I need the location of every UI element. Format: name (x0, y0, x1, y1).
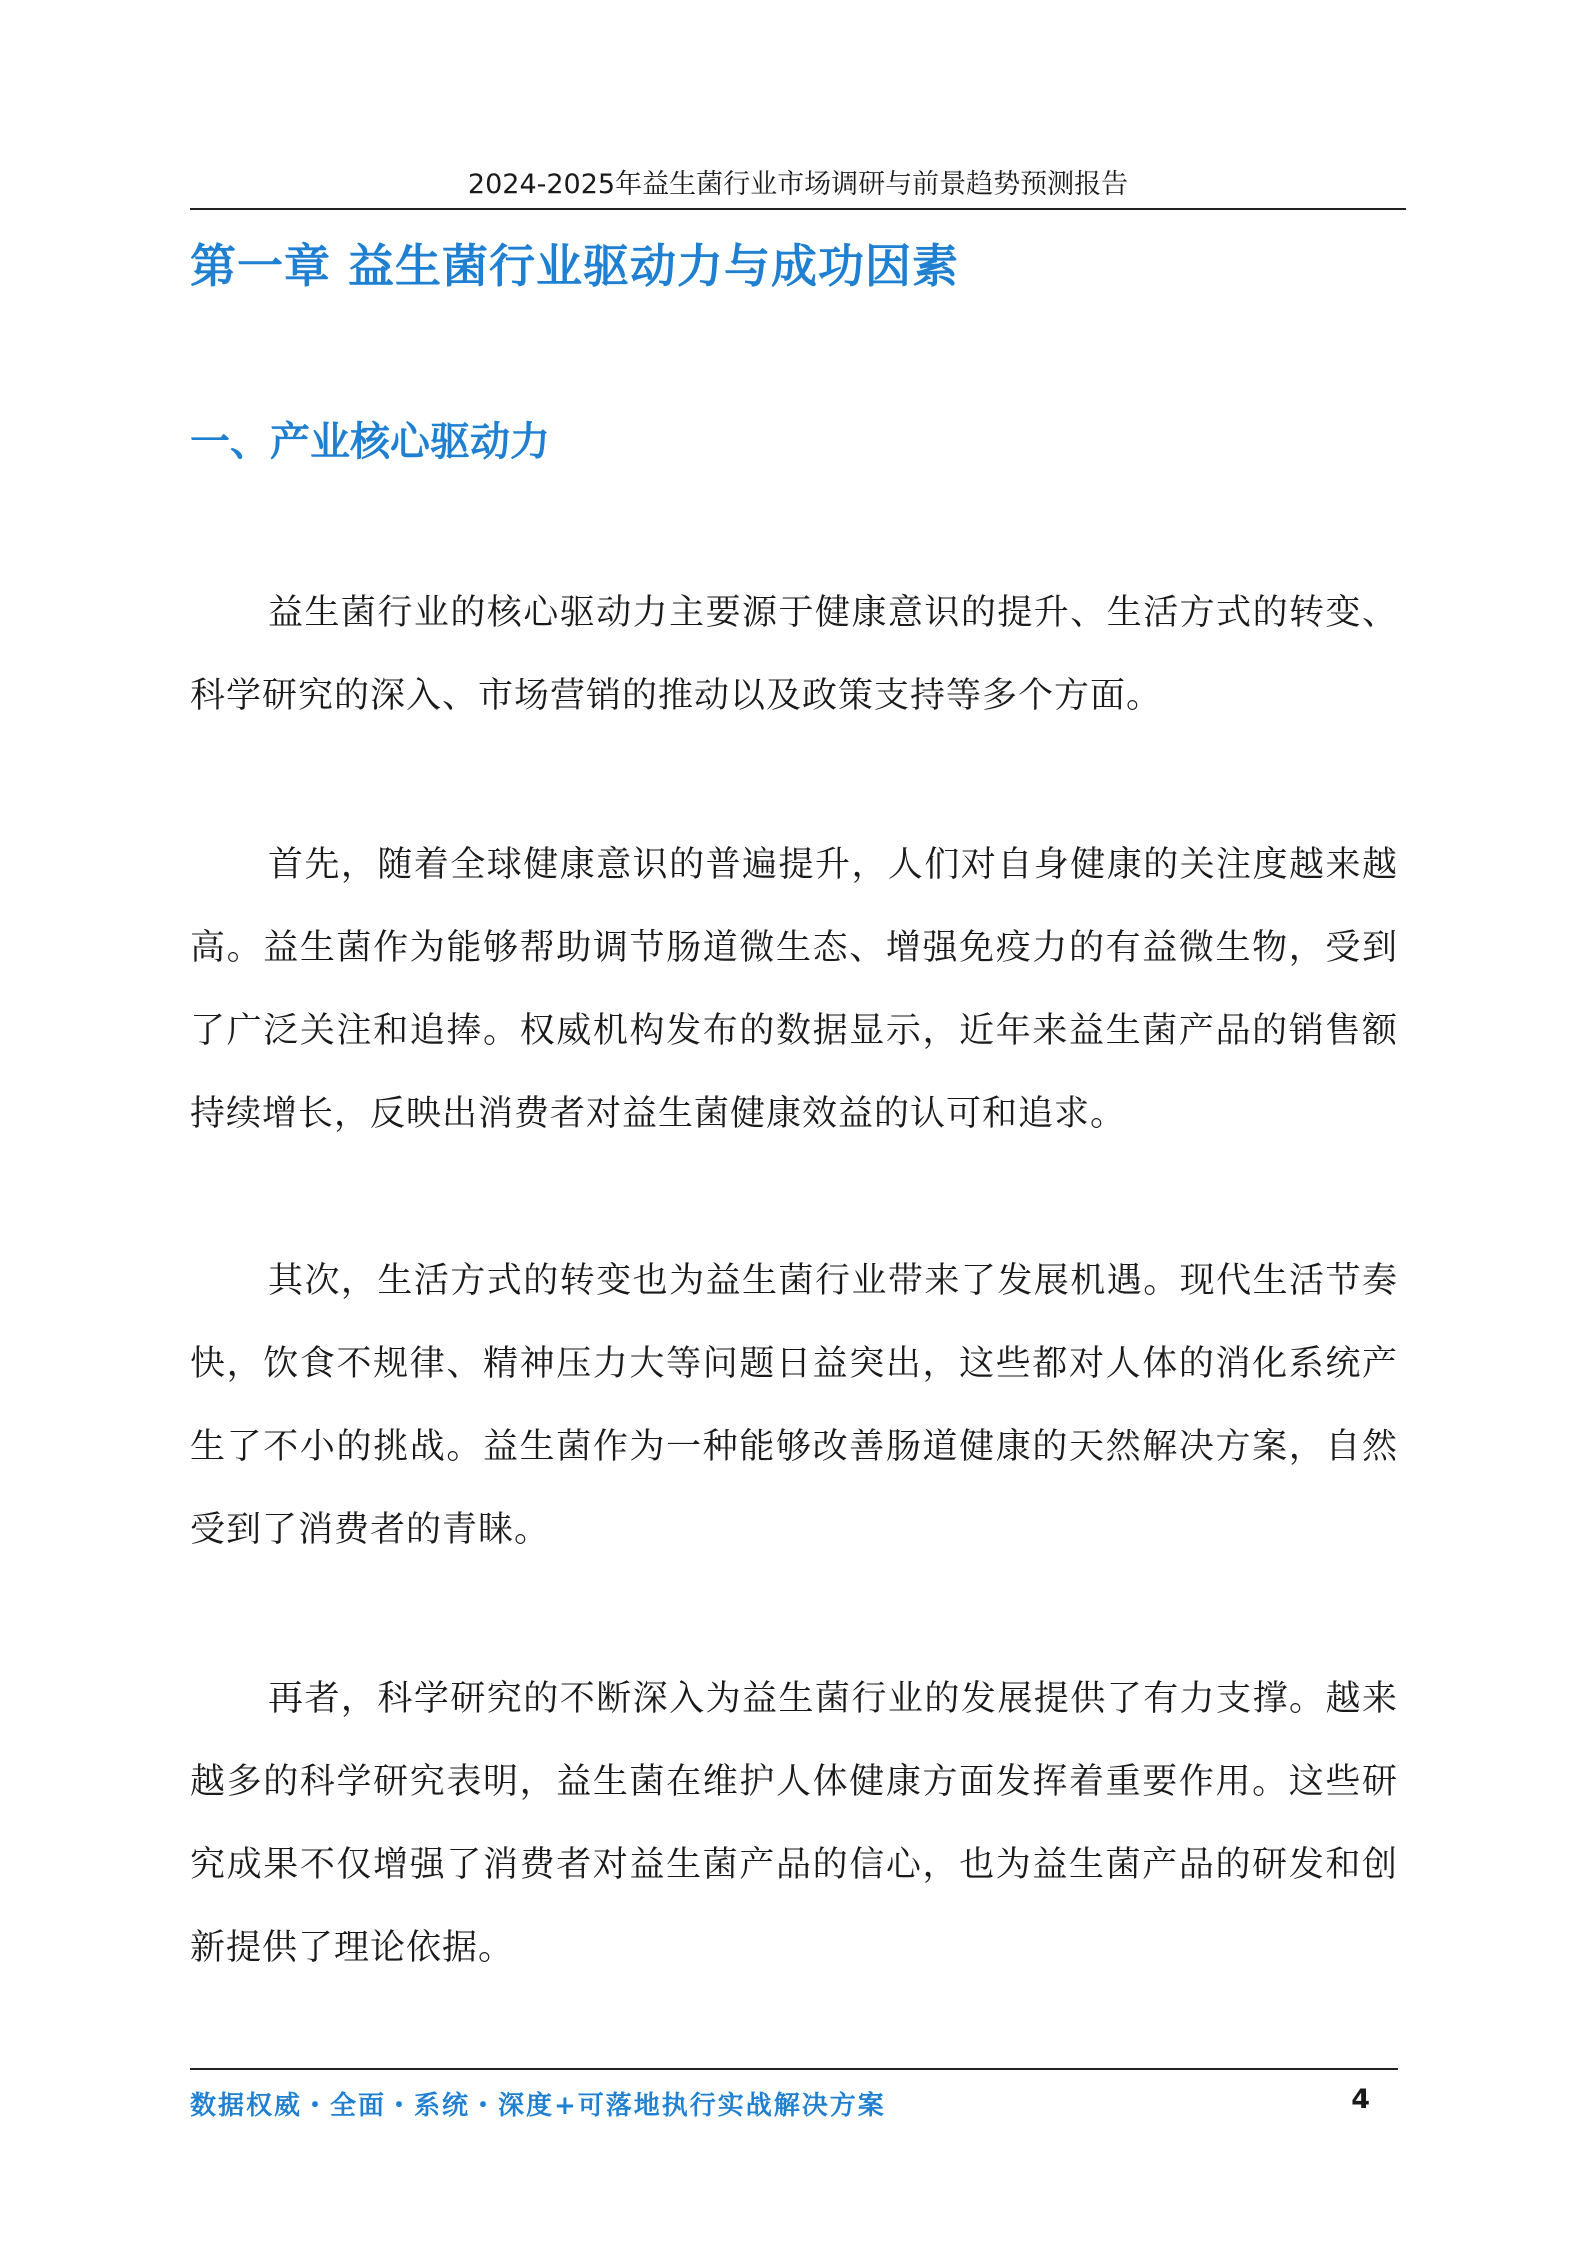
footer-divider (190, 2068, 1398, 2070)
report-header-title: 2024-2025年益生菌行业市场调研与前景趋势预测报告 (467, 169, 1129, 200)
header-divider (190, 208, 1406, 210)
chapter-title: 第一章 益生菌行业驱动力与成功因素 (190, 239, 960, 293)
section-title: 一、产业核心驱动力 (190, 419, 550, 465)
footer-slogan: 数据权威・全面・系统・深度+可落地执行实战解决方案 (190, 2091, 886, 2121)
body-paragraph: 首先，随着全球健康意识的普遍提升，人们对自身健康的关注度越来越高。益生菌作为能够帮助调节肠道微生态、增强免疫力的有益微生物，受到了广泛关注和追捧。权威机构发布的数据显示，近年来益生菌产品的销售额持续增长，反映出消费者对益生菌健康效益的认可和追求。 (190, 845, 1398, 1134)
page-number: 4 (1351, 2084, 1370, 2115)
body-paragraph: 其次，生活方式的转变也为益生菌行业带来了发展机遇。现代生活节奏快，饮食不规律、精神压力大等问题日益突出，这些都对人体的消化系统产生了不小的挑战。益生菌作为一种能够改善肠道健康的天然解决方案，自然受到了消费者的青睐。 (190, 1261, 1398, 1550)
body-paragraph: 再者，科学研究的不断深入为益生菌行业的发展提供了有力支撑。越来越多的科学研究表明，益生菌在维护人体健康方面发挥着重要作用。这些研究成果不仅增强了消费者对益生菌产品的信心，也为益生菌产品的研发和创新提供了理论依据。 (190, 1679, 1398, 1968)
body-paragraph: 益生菌行业的核心驱动力主要源于健康意识的提升、生活方式的转变、科学研究的深入、市场营销的推动以及政策支持等多个方面。 (190, 593, 1398, 716)
